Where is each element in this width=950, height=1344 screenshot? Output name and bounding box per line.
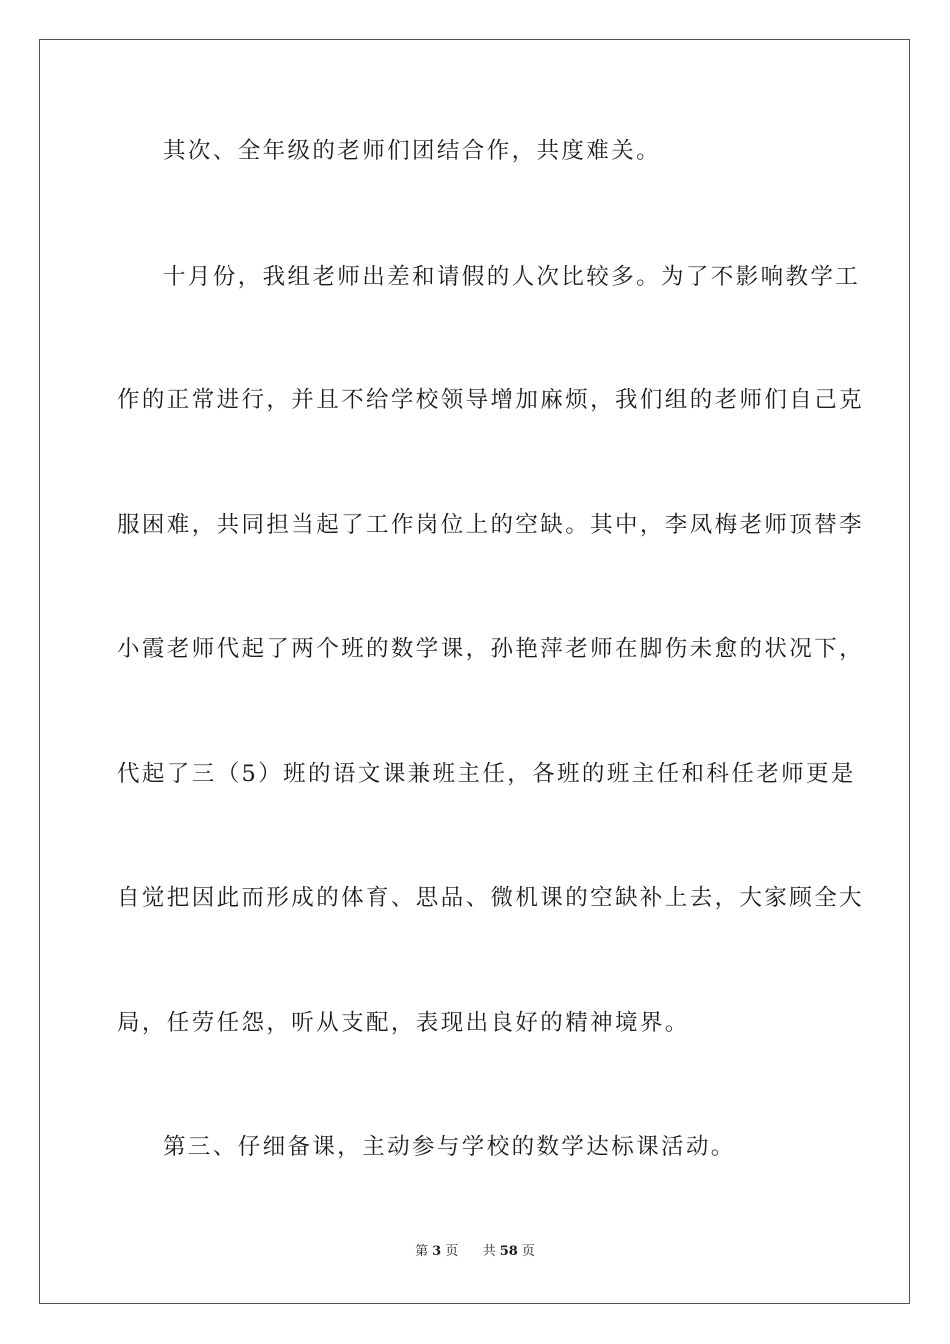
page-border [39, 39, 910, 1304]
paragraph-line-5: 小霞老师代起了两个班的数学课，孙艳萍老师在脚伤未愈的状况下， [117, 636, 865, 662]
paragraph-line-6: 代起了三（5）班的语文课兼班主任，各班的班主任和科任老师更是 [117, 761, 856, 787]
paragraph-line-8: 局，任劳任怨，听从支配，表现出良好的精神境界。 [117, 1010, 690, 1036]
page-prefix: 第 [415, 1244, 429, 1259]
paragraph-line-3: 作的正常进行，并且不给学校领导增加麻烦，我们组的老师们自己克 [117, 387, 865, 413]
total-prefix: 共 [482, 1244, 496, 1259]
paragraph-line-4: 服困难，共同担当起了工作岗位上的空缺。其中，李凤梅老师顶替李 [117, 512, 865, 538]
paragraph-line-2: 十月份，我组老师出差和请假的人次比较多。为了不影响教学工 [163, 264, 861, 290]
page-number: 3 [432, 1244, 442, 1259]
total-suffix: 页 [521, 1244, 535, 1259]
paragraph-line-1: 其次、全年级的老师们团结合作，共度难关。 [163, 138, 662, 164]
total-pages: 58 [499, 1244, 518, 1259]
page-suffix: 页 [445, 1244, 459, 1259]
paragraph-line-7: 自觉把因此而形成的体育、思品、微机课的空缺补上去，大家顾全大 [117, 885, 865, 911]
page-footer [0, 1243, 950, 1261]
total-indicator [481, 1244, 537, 1259]
page-indicator [413, 1244, 460, 1259]
paragraph-line-9: 第三、仔细备课，主动参与学校的数学达标课活动。 [163, 1134, 736, 1160]
